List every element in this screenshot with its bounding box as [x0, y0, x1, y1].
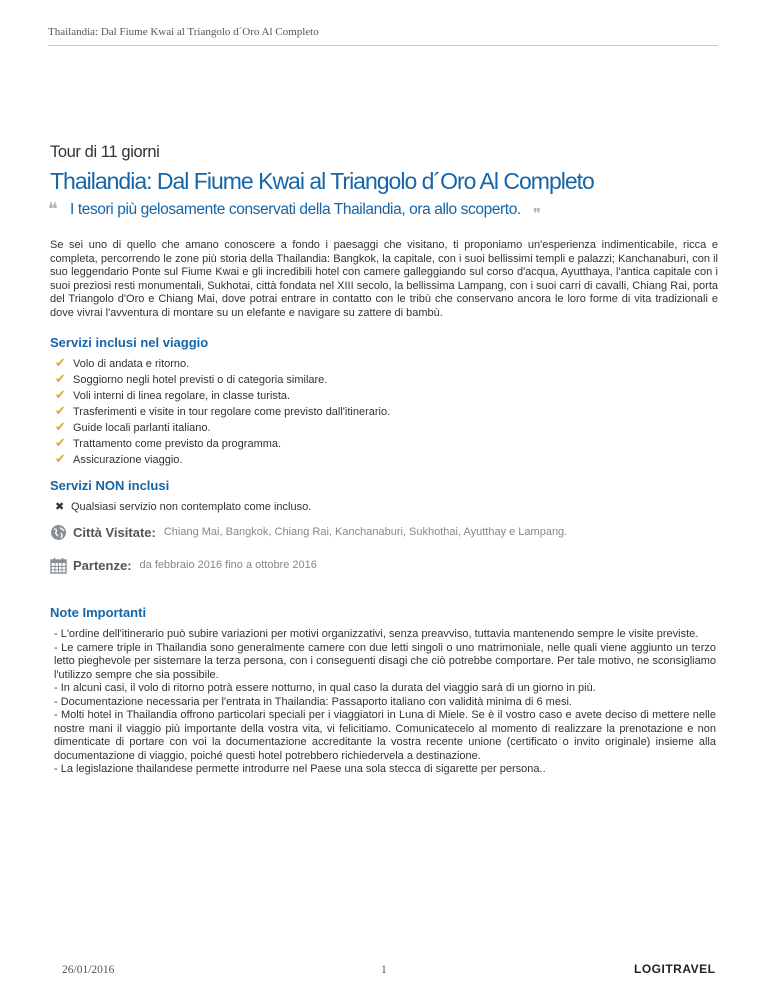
- not-included-title: Servizi NON inclusi: [50, 478, 170, 493]
- note-item: - Documentazione necessaria per l'entrata in Thailandia: Passaporto italiano con validità minima di 6 mesi.: [54, 695, 572, 708]
- globe-icon: [50, 524, 68, 540]
- list-item: ✔ Voli interni di linea regolare, in classe turista.: [55, 388, 291, 403]
- note-item: - Molti hotel in Thailandia offrono particolari speciali per i viaggiatori in Luna di Miele. Se è il vostro caso e avete deciso di mettere nelle nostre mani il viaggio più importante della vostra vita, vi felicitiamo. Comunicatecelo al momento di realizzare la prenotazione e non dimenticate di portare con voi la documentazione accreditante la vostra recente unione (certificato o invito originale) insieme alla documentazione di viaggio, poiché questi hotel potrebbero richiedervela a destinazione.: [54, 709, 716, 762]
- intro-paragraph: Se sei uno di quello che amano conoscere a fondo i paesaggi che visitano, ti proponiamo un'esperienza indimenticabile, ricca e completa, percorrendo le zone più storia della Thailandia: Bangkok, la capitale, con i suoi bellissimi templi e palazzi; Kanchanaburi, con il suo leggendario Ponte sul Fiume Kwai e gli incredibili hotel con camere galleggiando sul corso d'acqua, Ayutthaya, l'antica capitale con i suoi preziosi resti monumentali, Sukhotai, città fondata nel XIII secolo, la bellissima Lampang, con i suoi carri di cavalli, Chiang Rai, porta del Triangolo d'Oro e Chiang Mai, dove potrai entrare in contatto con le tribù che conservano ancora le loro forme di vita tradizionali e dove vivrai l'avventura di montare su un elefante e navigare su zattere di bambù.: [50, 239, 718, 319]
- cross-icon: ✖: [55, 500, 65, 513]
- check-icon: ✔: [55, 436, 66, 451]
- running-header: Thailandia: Dal Fiume Kwai al Triangolo d´Oro Al Completo: [48, 26, 319, 38]
- check-icon: ✔: [55, 452, 66, 467]
- page-number: 1: [381, 964, 387, 976]
- subtitle-quote: [50, 201, 718, 223]
- check-icon: ✔: [55, 372, 66, 387]
- check-icon: ✔: [55, 404, 66, 419]
- logitravel-logo: LOGITRAVEL: [634, 962, 716, 976]
- notes-list: [50, 628, 716, 777]
- list-item: ✔ Soggiorno negli hotel previsti o di categoria similare.: [55, 372, 328, 387]
- list-item: ✔ Trasferimenti e visite in tour regolare come previsto dall'itinerario.: [55, 404, 391, 419]
- included-list: [50, 356, 718, 468]
- subtitle: I tesori più gelosamente conservati della Thailandia, ora allo scoperto.: [70, 201, 521, 218]
- note-item: - In alcuni casi, il volo di ritorno potrà essere notturno, in qual caso la durata del viaggio sarà di un giorno in più.: [54, 682, 596, 694]
- not-included-list: [50, 499, 718, 515]
- check-icon: ✔: [55, 420, 66, 435]
- calendar-icon: [50, 557, 68, 573]
- list-item: ✔ Trattamento come previsto da programma.: [55, 436, 282, 451]
- check-icon: ✔: [55, 356, 66, 371]
- document-body: [50, 143, 718, 777]
- footer-date: 26/01/2016: [62, 964, 115, 976]
- note-item: - Le camere triple in Thailandia sono generalmente camere con due letti singoli o uno matrimoniale, nelle quali viene aggiunto un terzo letto pieghevole per sistemare la terza persona, con i conseguenti disagi che ciò potrebbe comportare. Per tale motivo, ne sconsigliamo l'utilizzo sempre che sia possibile.: [54, 641, 716, 681]
- list-item: ✖ Qualsiasi servizio non contemplato come incluso.: [55, 500, 312, 513]
- check-icon: ✔: [55, 388, 66, 403]
- departures-row: [50, 557, 718, 573]
- cities-row: [50, 524, 718, 540]
- list-item: ✔ Guide locali parlanti italiano.: [55, 420, 211, 435]
- departures-value: da febbraio 2016 fino a ottobre 2016: [139, 559, 317, 571]
- cities-value: Chiang Mai, Bangkok, Chiang Rai, Kanchanaburi, Sukhothai, Ayutthay e Lampang.: [163, 526, 568, 538]
- departures-label: Partenze:: [73, 557, 132, 573]
- header-divider: [48, 45, 718, 46]
- notes-title: Note Importanti: [50, 605, 147, 620]
- quote-close-icon: ❞: [532, 205, 541, 223]
- page-title: Thailandia: Dal Fiume Kwai al Triangolo d´Oro Al Completo: [50, 168, 594, 194]
- quote-open-icon: ❝: [48, 199, 58, 220]
- list-item: ✔ Assicurazione viaggio.: [55, 452, 183, 467]
- list-item: ✔ Volo di andata e ritorno.: [55, 356, 190, 371]
- tour-duration: Tour di 11 giorni: [50, 143, 160, 161]
- note-item: - L'ordine dell'itinerario può subire variazioni per motivi organizzativi, senza preavviso, tuttavia mantenendo sempre le visite previste.: [54, 628, 699, 640]
- note-item: - La legislazione thailandese permette introdurre nel Paese una sola stecca di sigarette per persona..: [54, 763, 546, 775]
- included-title: Servizi inclusi nel viaggio: [50, 335, 209, 350]
- cities-label: Città Visitate:: [73, 524, 156, 540]
